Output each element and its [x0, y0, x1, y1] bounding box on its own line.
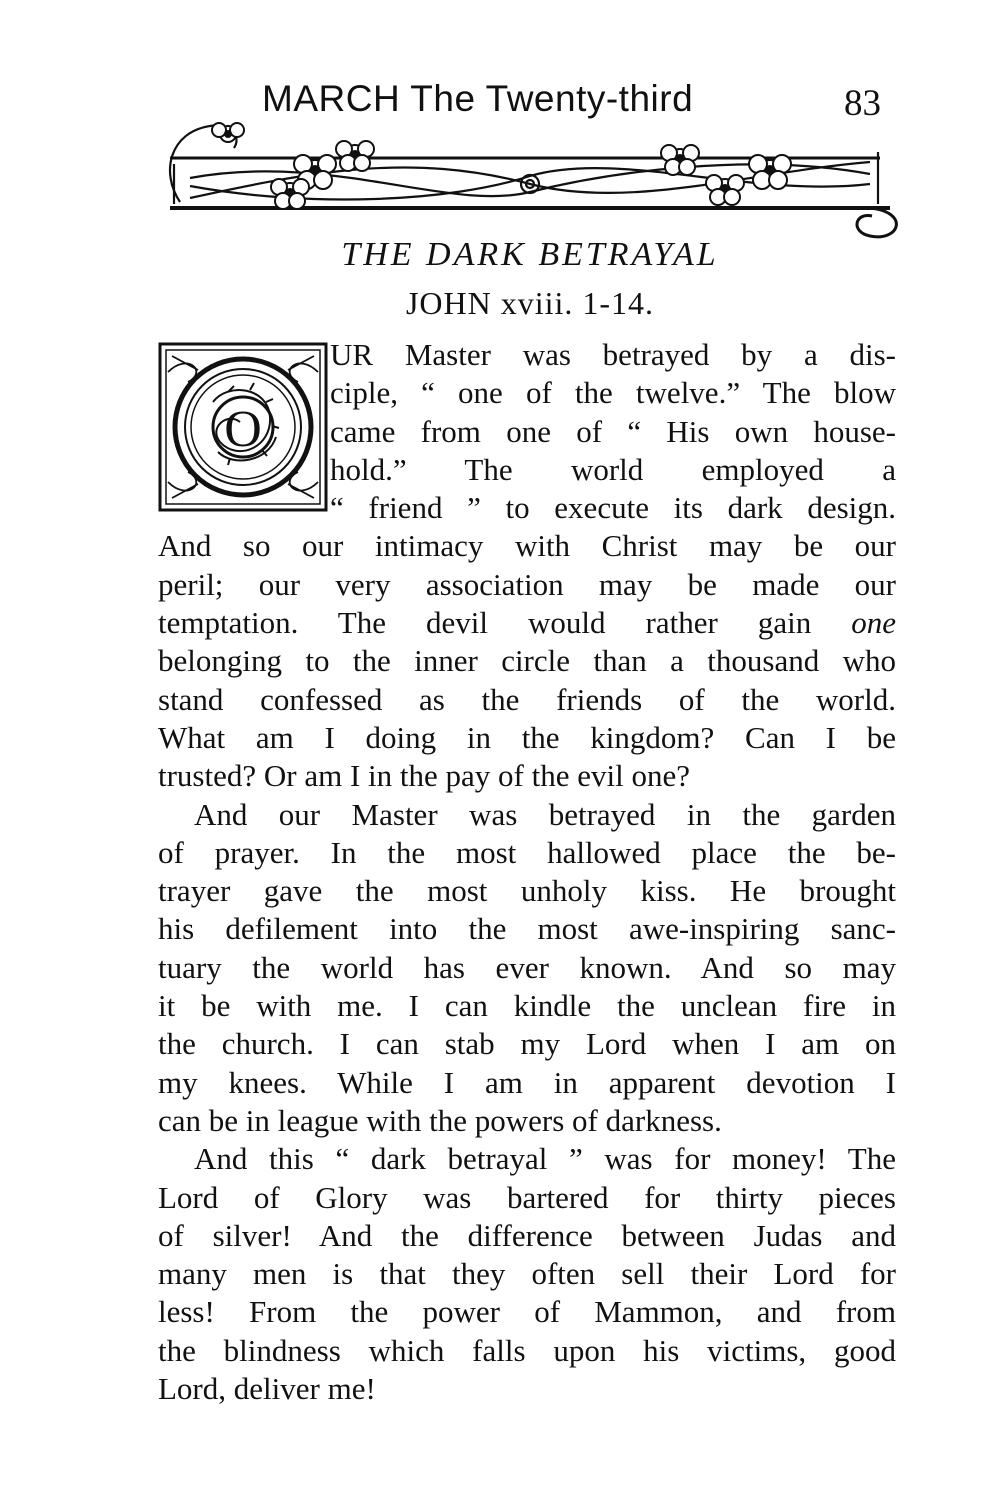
text-line: the blindness which falls upon his victims, good — [158, 1332, 896, 1368]
emphasis-word: one — [851, 605, 897, 641]
text-line: UR Master was betrayed by a dis- — [330, 337, 896, 372]
text-line: of silver! And the difference between Judas and — [158, 1217, 896, 1253]
text-line: less! From the power of Mammon, and from — [158, 1294, 896, 1330]
text-line: his defilement into the most awe-inspiring sanc- — [158, 911, 896, 947]
text-line: tuary the world has ever known. And so may — [158, 949, 896, 985]
chapter-title: THE DARK BETRAYAL — [341, 236, 719, 273]
text-line: can be in league with the powers of darkness. — [158, 1102, 722, 1138]
text-line: ciple, “ one of the twelve.” The blow — [330, 375, 896, 411]
text-line: came from one of “ His own house- — [330, 413, 896, 449]
text-line: many men is that they often sell their Lord for — [158, 1256, 896, 1292]
text-line: hold.” The world employed a — [330, 451, 896, 487]
svg-text:O: O — [224, 401, 262, 458]
text-line: of prayer. In the most hallowed place the be- — [158, 834, 896, 870]
text-line: And this “ dark betrayal ” was for money! The — [194, 1141, 896, 1177]
text-line: belonging to the inner circle than a thousand who — [158, 643, 896, 679]
text-line: my knees. While I am in apparent devotion I — [158, 1064, 896, 1100]
text-line: “ friend ” to execute its dark design. — [330, 490, 896, 526]
text-line: And our Master was betrayed in the garden — [194, 796, 896, 832]
header-title: MARCH The Twenty-third — [262, 78, 694, 119]
text-line: trusted? Or am I in the pay of the evil one? — [158, 758, 690, 794]
floral-ornament-banner — [150, 112, 910, 240]
scripture-reference: JOHN xviii. 1-14. — [405, 285, 655, 321]
text-line — [158, 604, 896, 642]
text-line: it be with me. I can kindle the unclean fire in — [158, 988, 896, 1024]
text-line: What am I doing in the kingdom? Can I be — [158, 719, 896, 755]
text-fragment: temptation. The devil would rather gain — [158, 605, 812, 641]
text-line: Lord, deliver me! — [158, 1371, 376, 1407]
text-line: And so our intimacy with Christ may be our — [158, 528, 896, 564]
text-line: the church. I can stab my Lord when I am on — [158, 1026, 896, 1062]
text-line: stand confessed as the friends of the world. — [158, 681, 896, 717]
text-line: trayer gave the most unholy kiss. He brought — [158, 873, 896, 909]
text-line: peril; our very association may be made our — [158, 566, 896, 602]
text-line: Lord of Glory was bartered for thirty pieces — [158, 1179, 896, 1215]
body-text — [158, 336, 896, 1408]
page-number: 83 — [844, 83, 881, 124]
